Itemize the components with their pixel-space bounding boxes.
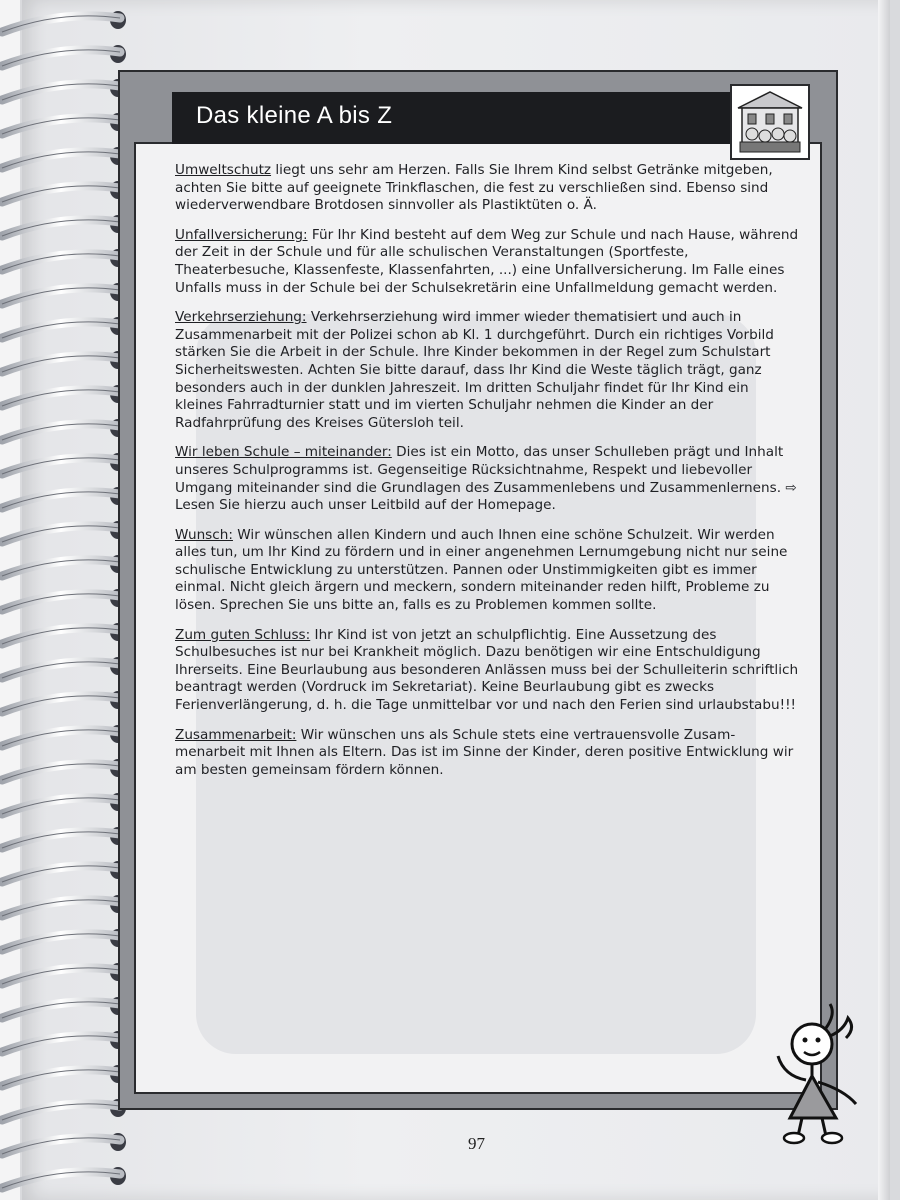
entry-term: Wir leben Schule – miteinander:	[175, 444, 392, 461]
entry-body: Wir wünschen uns als Schule stets eine vertrauensvolle Zusammenarbeit mit Ihnen als Eltern. Das ist im Sinne der Kinder, deren positive Entwicklung wir am besten gemeinsam fördern können.	[175, 726, 794, 778]
stick-figure-girl-icon	[760, 1000, 880, 1150]
entry-unfallversicherung	[175, 227, 800, 297]
entry-verkehrserziehung	[175, 309, 800, 432]
entry-term: Zum guten Schluss:	[175, 626, 311, 643]
entry-term: Wunsch:	[175, 526, 233, 543]
entry-body: Dies ist ein Motto, das unser Schulleben prägt und Inhalt unseres Schulprogramms ist. Gegenseitige Rücksichtnahme, Respekt und liebevoller Umgang miteinander sind die Grundlagen des Zusammenlebens und Zusammenlernens. ⇨ Lesen Sie hierzu auch unser Leitbild auf der Homepage.	[175, 444, 797, 514]
page-title: Das kleine A bis Z	[196, 102, 393, 129]
entry-term: Verkehrserziehung:	[175, 309, 307, 326]
entry-wunsch	[175, 527, 800, 615]
glossary-text	[175, 162, 800, 791]
entry-umweltschutz	[175, 162, 800, 215]
entry-body: Wir wünschen allen Kindern und auch Ihnen eine schöne Schulzeit. Wir werden alles tun, um Ihr Kind zu fördern und in einer angenehmen Lernumgebung nicht nur seine schulische Entwicklung zu unterstützen. Pannen oder Unstimmigkeiten gibt es immer einmal. Nicht gleich ärgern und meckern, sondern miteinander reden hilft, Probleme zu lösen. Sprechen Sie uns bitte an, falls es zu Problemen kommen sollte.	[175, 526, 788, 614]
entry-zusammenarbeit	[175, 727, 800, 780]
entry-term: Unfallversicherung:	[175, 226, 308, 243]
school-building-icon	[730, 84, 810, 160]
entry-body: Für Ihr Kind besteht auf dem Weg zur Schule und nach Hause, während der Zeit in der Schule und für alle schulischen Veranstaltungen (Sportfeste, Theaterbesuche, Klassenfeste, Klassenfahrten, ...) eine Unfallversicherung. Im Falle eines Unfalls muss in der Schule bei der Schulsekretärin eine Unfallmeldung gemacht werden.	[175, 226, 799, 296]
entry-body: Ihr Kind ist von jetzt an schulpflichtig. Eine Aussetzung des Schulbesuches ist nur bei Krankheit möglich. Dazu benötigen wir eine Entschuldigung Ihrerseits. Eine Beurlaubung aus besonderen Anlässen muss bei der Schulleiterin schriftlich beantragt werden (Vordruck im Sekretariat). Keine Beurlaubung gibt es zwecks Ferienverlängerung, d. h. die Tage unmittelbar vor und nach den Ferien sind urlaubstabu!!!	[175, 626, 799, 714]
page-number: 97	[468, 1134, 485, 1153]
entry-term: Zusammenarbeit:	[175, 726, 297, 743]
title-bar	[172, 92, 772, 144]
entry-wir-leben-schule	[175, 444, 800, 514]
entry-term: Umweltschutz	[175, 162, 272, 178]
entry-zum-guten-schluss	[175, 627, 800, 715]
entry-body: Verkehrserziehung wird immer wieder thematisiert und auch in Zusammenarbeit mit der Polizei schon ab Kl. 1 durchgeführt. Durch ein richtiges Vorbild stärken Sie die Arbeit in der Schule. Ihre Kinder bekommen in der Regel zum Schulstart Sicherheitswesten. Achten Sie bitte darauf, dass Ihr Kind die Weste täglich trägt, ganz besonders auch in der dunklen Jahreszeit. Im dritten Schuljahr findet für Ihr Kind ein kleines Fahrradturnier statt und im vierten Schuljahr nehmen die Kinder an der Radfahrprüfung des Kreises Gütersloh teil.	[175, 309, 774, 431]
entry-body: liegt uns sehr am Herzen. Falls Sie Ihrem Kind selbst Getränke mitgeben, achten Sie bitte auf geeignete Trinkflaschen, die fest zu verschließen sind. Ebenso sind wiederverwendbare Brotdosen sinnvoller als Plastiktüten o. Ä.	[175, 162, 773, 214]
